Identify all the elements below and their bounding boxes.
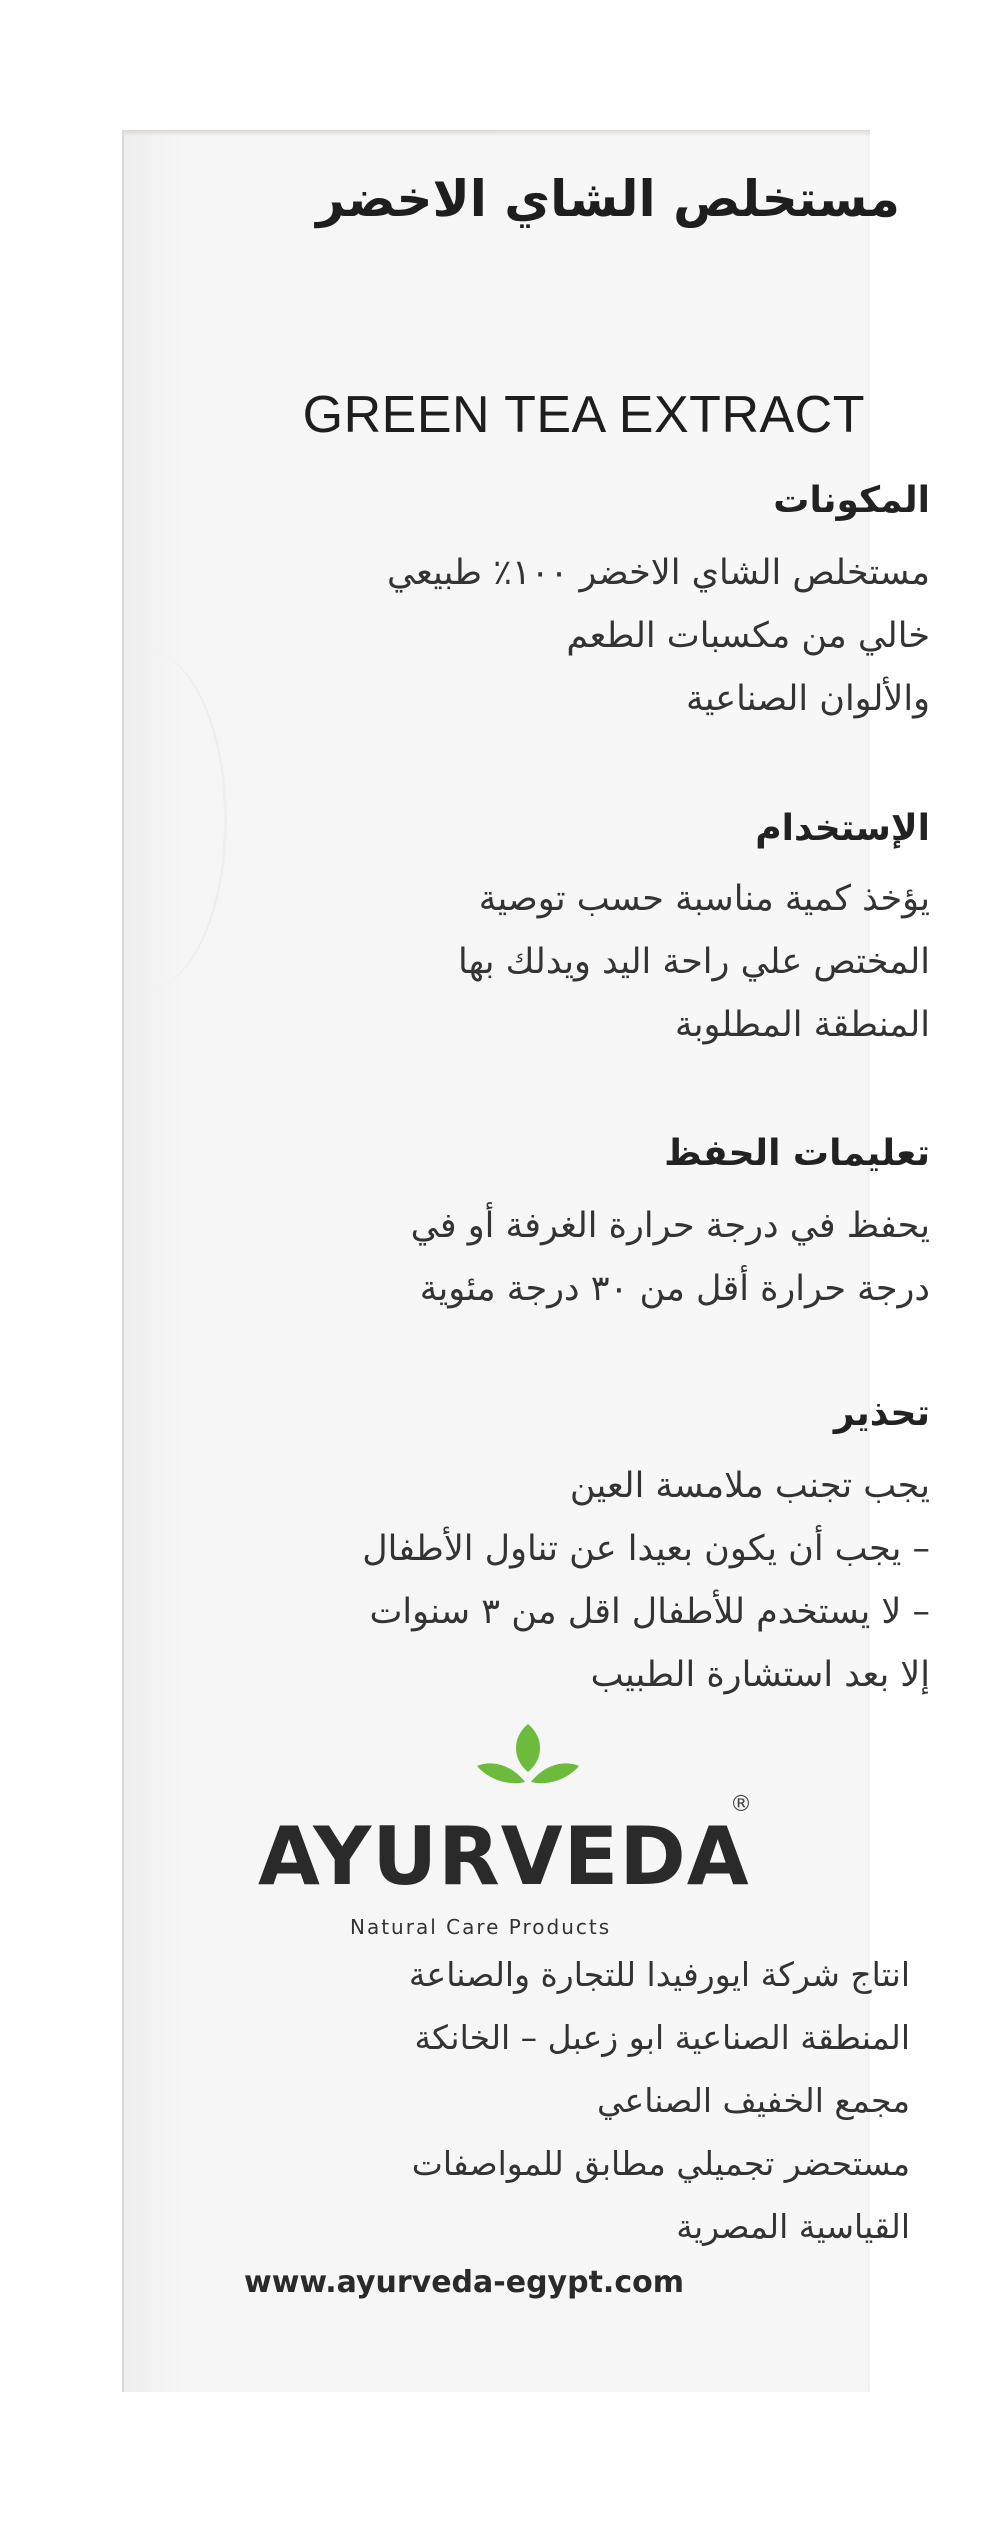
company-info xyxy=(409,1943,910,2258)
ingredients-line: والألوان الصناعية xyxy=(685,679,930,719)
company-line: مجمع الخفيف الصناعي xyxy=(597,2081,910,2120)
storage-heading: تعليمات الحفظ xyxy=(664,1133,930,1174)
warning-line: إلا بعد استشارة الطبيب xyxy=(590,1655,930,1695)
ingredients-line: خالي من مكسبات الطعم xyxy=(566,616,930,656)
ingredients-heading: المكونات xyxy=(773,480,930,521)
warning-line: – لا يستخدم للأطفال اقل من ٣ سنوات xyxy=(369,1592,930,1632)
warning-line: يجب تجنب ملامسة العين xyxy=(569,1466,930,1506)
usage-line: المختص علي راحة اليد ويدلك بها xyxy=(458,942,930,982)
usage-heading: الإستخدام xyxy=(755,808,930,849)
brand-tagline: Natural Care Products xyxy=(350,1915,612,1939)
leaf-icon xyxy=(473,1720,583,1800)
storage-line: يحفظ في درجة حرارة الغرفة أو في xyxy=(410,1206,930,1246)
company-line: المنطقة الصناعية ابو زعبل – الخانكة xyxy=(414,2018,910,2057)
company-line: القياسية المصرية xyxy=(676,2207,910,2246)
company-line: انتاج شركة ايورفيدا للتجارة والصناعة xyxy=(408,1955,910,1994)
storage-text xyxy=(411,1195,930,1321)
ayurveda-logo xyxy=(258,1720,758,1939)
usage-text xyxy=(458,868,930,1057)
product-title-english: GREEN TEA EXTRACT xyxy=(302,386,865,444)
box-shadow-arc xyxy=(64,650,227,990)
product-title-arabic: مستخلص الشاي الاخضر xyxy=(316,170,900,228)
ingredients-text xyxy=(387,542,930,731)
warning-heading: تحذير xyxy=(833,1393,930,1434)
warning-line: – يجب أن يكون بعيدا عن تناول الأطفال xyxy=(362,1529,930,1569)
box-top-edge xyxy=(124,130,870,136)
registered-mark: ® xyxy=(730,1792,752,1817)
company-line: مستحضر تجميلي مطابق للمواصفات xyxy=(411,2144,910,2183)
website-url: www.ayurveda-egypt.com xyxy=(244,2265,684,2300)
brand-name: AYURVEDA xyxy=(258,1810,750,1903)
ingredients-line: مستخلص الشاي الاخضر ١٠٠٪ طبيعي xyxy=(387,553,930,593)
storage-line: درجة حرارة أقل من ٣٠ درجة مئوية xyxy=(419,1269,930,1309)
usage-line: المنطقة المطلوبة xyxy=(675,1005,930,1045)
usage-line: يؤخذ كمية مناسبة حسب توصية xyxy=(478,879,930,919)
warning-text xyxy=(362,1455,930,1707)
